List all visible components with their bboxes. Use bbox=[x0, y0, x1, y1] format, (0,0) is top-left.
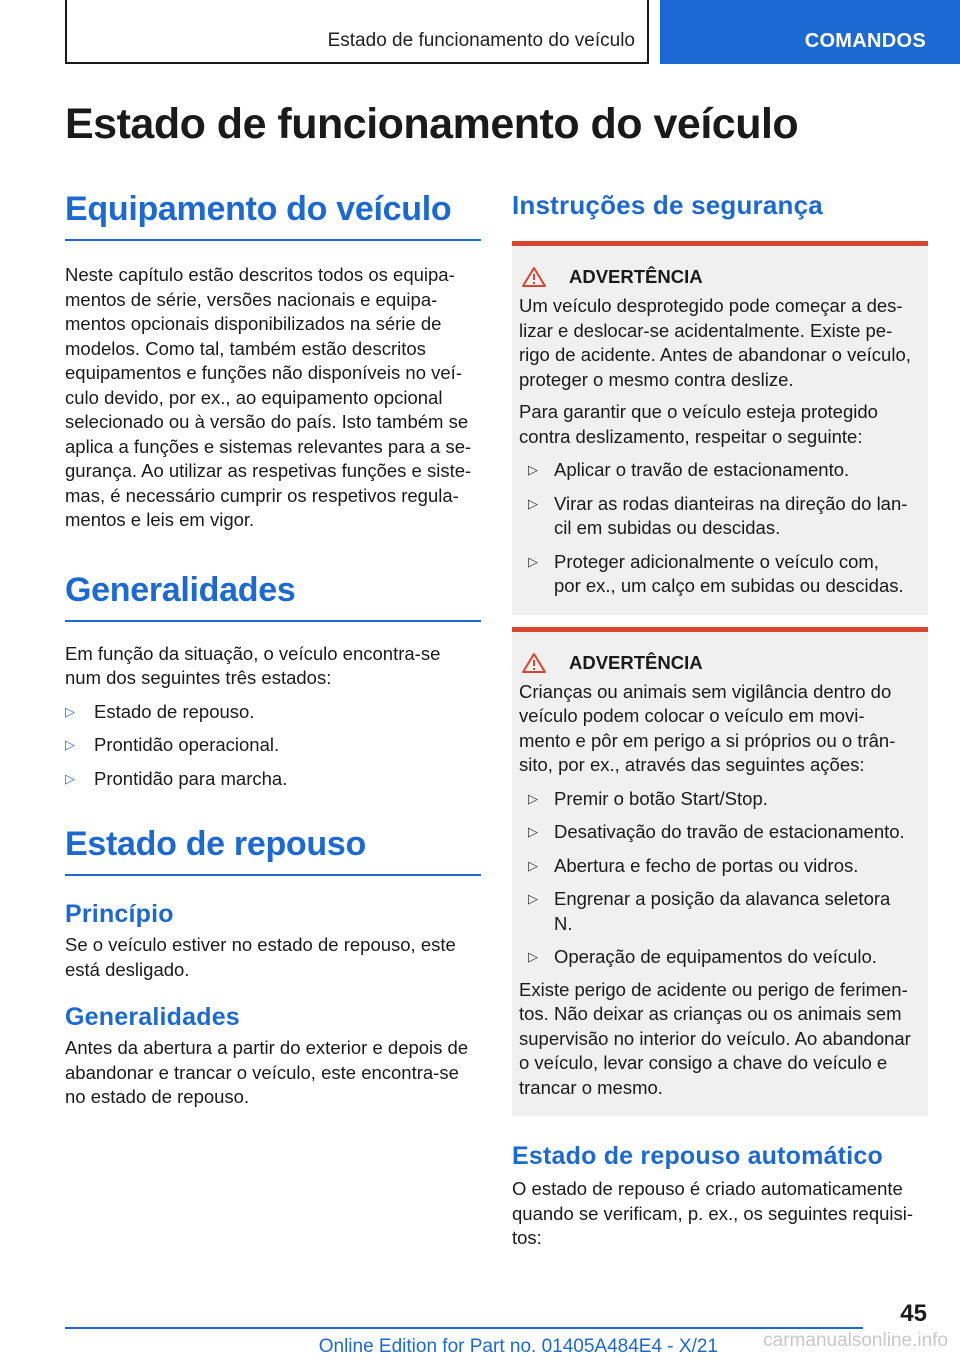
principle-paragraph: Se o veículo estiver no estado de repouso, este está desligado. bbox=[65, 934, 456, 980]
general-paragraph: Em função da situação, o veículo encontra-se num dos seguintes três estados: bbox=[65, 642, 441, 688]
header-section-box bbox=[65, 0, 649, 64]
heading-rest-state: Estado de repouso bbox=[65, 825, 481, 876]
list-item: ▷ Estado de repouso. bbox=[65, 700, 481, 725]
footer-divider bbox=[65, 1327, 863, 1329]
warning-paragraph: Para garantir que o veículo esteja protegido contra deslizamento, respeitar o seguinte: bbox=[519, 401, 878, 447]
bullet-triangle-icon: ▷ bbox=[528, 553, 538, 569]
left-column bbox=[65, 190, 481, 1110]
bullet-triangle-icon: ▷ bbox=[528, 891, 538, 906]
list-item: ▷ Prontidão operacional. bbox=[65, 733, 481, 758]
list-item: ▷ Premir o botão Start/Stop. bbox=[519, 787, 920, 812]
bullet-triangle-icon: ▷ bbox=[65, 703, 75, 719]
heading-principle: Princípio bbox=[65, 900, 174, 928]
right-column bbox=[512, 190, 928, 1251]
bullet-triangle-icon: ▷ bbox=[528, 949, 538, 964]
bullet-triangle-icon: ▷ bbox=[528, 495, 538, 511]
heading-rest-general: Generalidades bbox=[65, 1003, 240, 1031]
warning-paragraph: Crianças ou animais sem vigilância dentro do veículo podem colocar o veículo em movi- mento e pôr em perigo a si próprios ou o trân- sito, por ex., através das seguintes ações: bbox=[519, 680, 896, 775]
bullet-triangle-icon: ▷ bbox=[528, 824, 538, 839]
warning-box bbox=[512, 241, 928, 615]
equipment-paragraph: Neste capítulo estão descritos todos os equipa- mentos de série, versões nacionais e equipa- mentos opcionais disponibilizados na série de modelos. Como tal, também estão descritos equipamentos e funções não disponíveis no veí- culo devido, por ex., ao equipamento opcional selecionado ou à versão do país. Isto também se aplica a funções e sistemas relevantes para a se- gurança. Ao utilizar as respetivas funções e siste- mas, é necessário cumprir os respetivos regula- mentos e leis em vigor. bbox=[65, 264, 472, 530]
watermark-text: carmanualsonline.info bbox=[763, 1330, 948, 1351]
page-title: Estado de funcionamento do veículo bbox=[65, 100, 799, 148]
warning-triangle-icon bbox=[521, 652, 547, 674]
list-item: ▷ Engrenar a posição da alavanca seletora N. bbox=[528, 888, 891, 934]
warning-box bbox=[512, 627, 928, 1117]
list-item: ▷ Proteger adicionalmente o veículo com, por ex., um calço em subidas ou descidas. bbox=[528, 550, 904, 596]
heading-general: Generalidades bbox=[65, 571, 481, 622]
page-number: 45 bbox=[900, 1300, 927, 1327]
heading-auto-rest: Estado de repouso automático bbox=[512, 1142, 883, 1170]
warning-title: ADVERTÊNCIA bbox=[569, 651, 703, 673]
bullet-triangle-icon: ▷ bbox=[65, 737, 75, 752]
list-item: ▷ Aplicar o travão de estacionamento. bbox=[519, 458, 920, 483]
warning-triangle-icon bbox=[521, 266, 547, 288]
list-item: ▷ Prontidão para marcha. bbox=[65, 767, 481, 792]
list-item: ▷ Operação de equipamentos do veículo. bbox=[519, 945, 920, 970]
list-item: ▷ Desativação do travão de estacionamento. bbox=[519, 820, 920, 845]
warning-title: ADVERTÊNCIA bbox=[569, 266, 703, 287]
bullet-triangle-icon: ▷ bbox=[528, 790, 538, 806]
list-item: ▷ Abertura e fecho de portas ou vidros. bbox=[519, 854, 920, 879]
header-section-title: Estado de funcionamento do veículo bbox=[327, 30, 635, 51]
warning-list bbox=[519, 458, 920, 599]
states-list bbox=[65, 700, 481, 792]
warning-paragraph: Existe perigo de acidente ou perigo de ferimen- tos. Não deixar as crianças ou os animais sem supervisão no interior do veículo. Ao abandonar o veículo, levar consigo a chave do veículo e trancar o mesmo. bbox=[519, 978, 911, 1098]
bullet-triangle-icon: ▷ bbox=[528, 462, 538, 477]
header-chapter-label: COMANDOS bbox=[804, 30, 926, 52]
footer-edition: Online Edition for Part no. 01405A484E4 - X/21 bbox=[318, 1336, 718, 1357]
header-chapter-tab[interactable] bbox=[660, 0, 960, 64]
warning-paragraph: Um veículo desprotegido pode começar a des- lizar e deslocar-se acidentalmente. Existe pe- rigo de acidente. Antes de abandonar o veículo, proteger o mesmo contra deslize. bbox=[519, 295, 911, 390]
heading-safety: Instruções de segurança bbox=[512, 190, 823, 220]
warning-list bbox=[519, 787, 920, 970]
list-item: ▷ Virar as rodas dianteiras na direção do lan- cil em subidas ou descidas. bbox=[528, 492, 908, 538]
rest-general-paragraph: Antes da abertura a partir do exterior e depois de abandonar e trancar o veículo, este encontra-se no estado de repouso. bbox=[65, 1037, 469, 1107]
bullet-triangle-icon: ▷ bbox=[528, 857, 538, 873]
auto-rest-paragraph: O estado de repouso é criado automaticamente quando se verificam, p. ex., os seguintes requisi- tos: bbox=[512, 1178, 914, 1248]
heading-equipment: Equipamento do veículo bbox=[65, 190, 481, 241]
bullet-triangle-icon: ▷ bbox=[65, 770, 75, 786]
